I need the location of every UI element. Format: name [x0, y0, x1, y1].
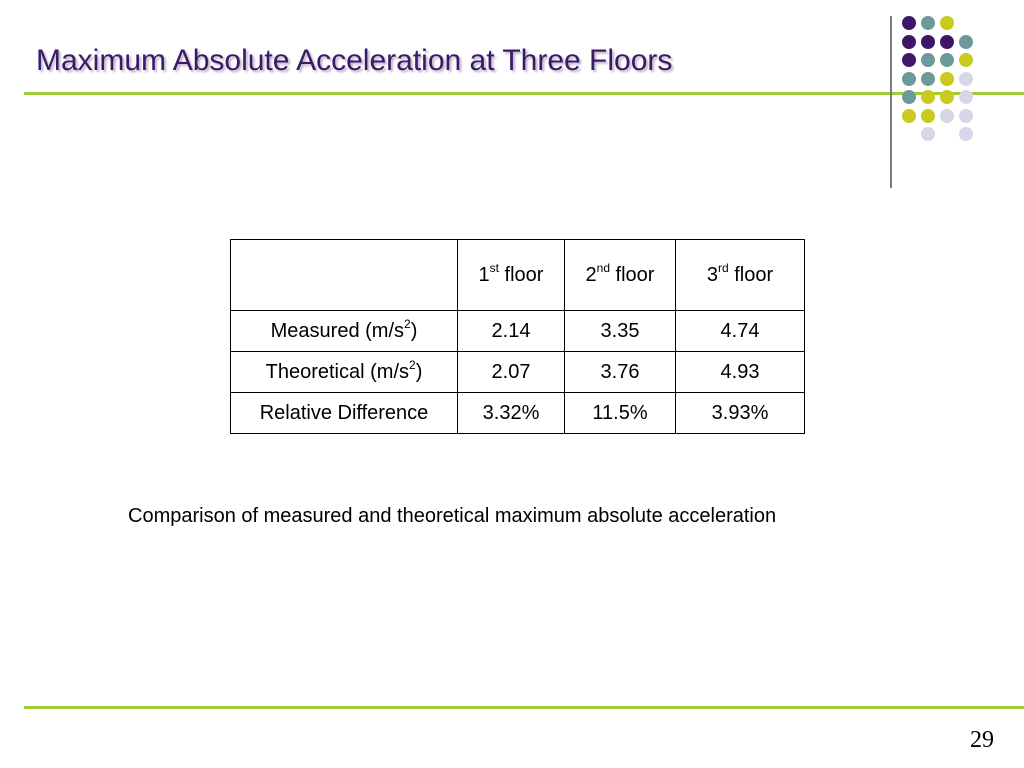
table-caption: Comparison of measured and theoretical maximum absolute acceleration	[128, 505, 777, 527]
decorative-dot	[940, 16, 954, 30]
table-cell: 11.5%	[565, 393, 676, 434]
table-row	[231, 311, 805, 352]
header-cell-floor-3: 3rd floor	[676, 240, 805, 311]
decorative-dot	[959, 35, 973, 49]
decorative-dot	[959, 53, 973, 67]
decorative-dot	[959, 127, 973, 141]
decorative-dot	[902, 72, 916, 86]
row-label-theoretical: Theoretical $(m/s^2)$	[231, 352, 458, 393]
table-cell: 3.35	[565, 311, 676, 352]
decorative-dot	[940, 90, 954, 104]
header-cell-floor-2: 2nd floor	[565, 240, 676, 311]
header-cell-floor-1: 1st floor	[458, 240, 565, 311]
decorative-dot	[959, 72, 973, 86]
decorative-dot	[940, 72, 954, 86]
acceleration-table	[230, 239, 805, 434]
table-cell: 3.32%	[458, 393, 565, 434]
table-row	[231, 393, 805, 434]
decorative-dot	[940, 35, 954, 49]
header-cell-empty	[231, 240, 458, 311]
dot-grid-decoration	[900, 14, 1000, 164]
table-header-row	[231, 240, 805, 311]
table-cell: 3.93%	[676, 393, 805, 434]
table-cell: 2.14	[458, 311, 565, 352]
row-label-relative-difference: Relative Difference	[231, 393, 458, 434]
table-cell: 4.93	[676, 352, 805, 393]
table-cell: 4.74	[676, 311, 805, 352]
table-row	[231, 352, 805, 393]
footer-rule	[24, 706, 1024, 709]
decorative-dot	[902, 35, 916, 49]
table-cell: 3.76	[565, 352, 676, 393]
decorative-dot	[921, 72, 935, 86]
decorative-dot	[921, 109, 935, 123]
decorative-dot	[921, 35, 935, 49]
decorative-dot	[940, 53, 954, 67]
slide-title: Maximum Absolute Acceleration at Three Floors	[36, 44, 673, 77]
decorative-dot	[921, 127, 935, 141]
decorative-dot	[921, 53, 935, 67]
vertical-divider	[890, 16, 892, 188]
decorative-dot	[921, 16, 935, 30]
decorative-dot	[921, 90, 935, 104]
decorative-dot	[959, 109, 973, 123]
decorative-dot	[940, 109, 954, 123]
decorative-dot	[902, 53, 916, 67]
table-cell: 2.07	[458, 352, 565, 393]
decorative-dot	[902, 16, 916, 30]
decorative-dot	[902, 90, 916, 104]
row-label-measured: Measured $(m/s^2)$	[231, 311, 458, 352]
slide-number: 29	[970, 727, 994, 753]
title-underline	[24, 92, 1024, 95]
decorative-dot	[902, 109, 916, 123]
decorative-dot	[959, 90, 973, 104]
